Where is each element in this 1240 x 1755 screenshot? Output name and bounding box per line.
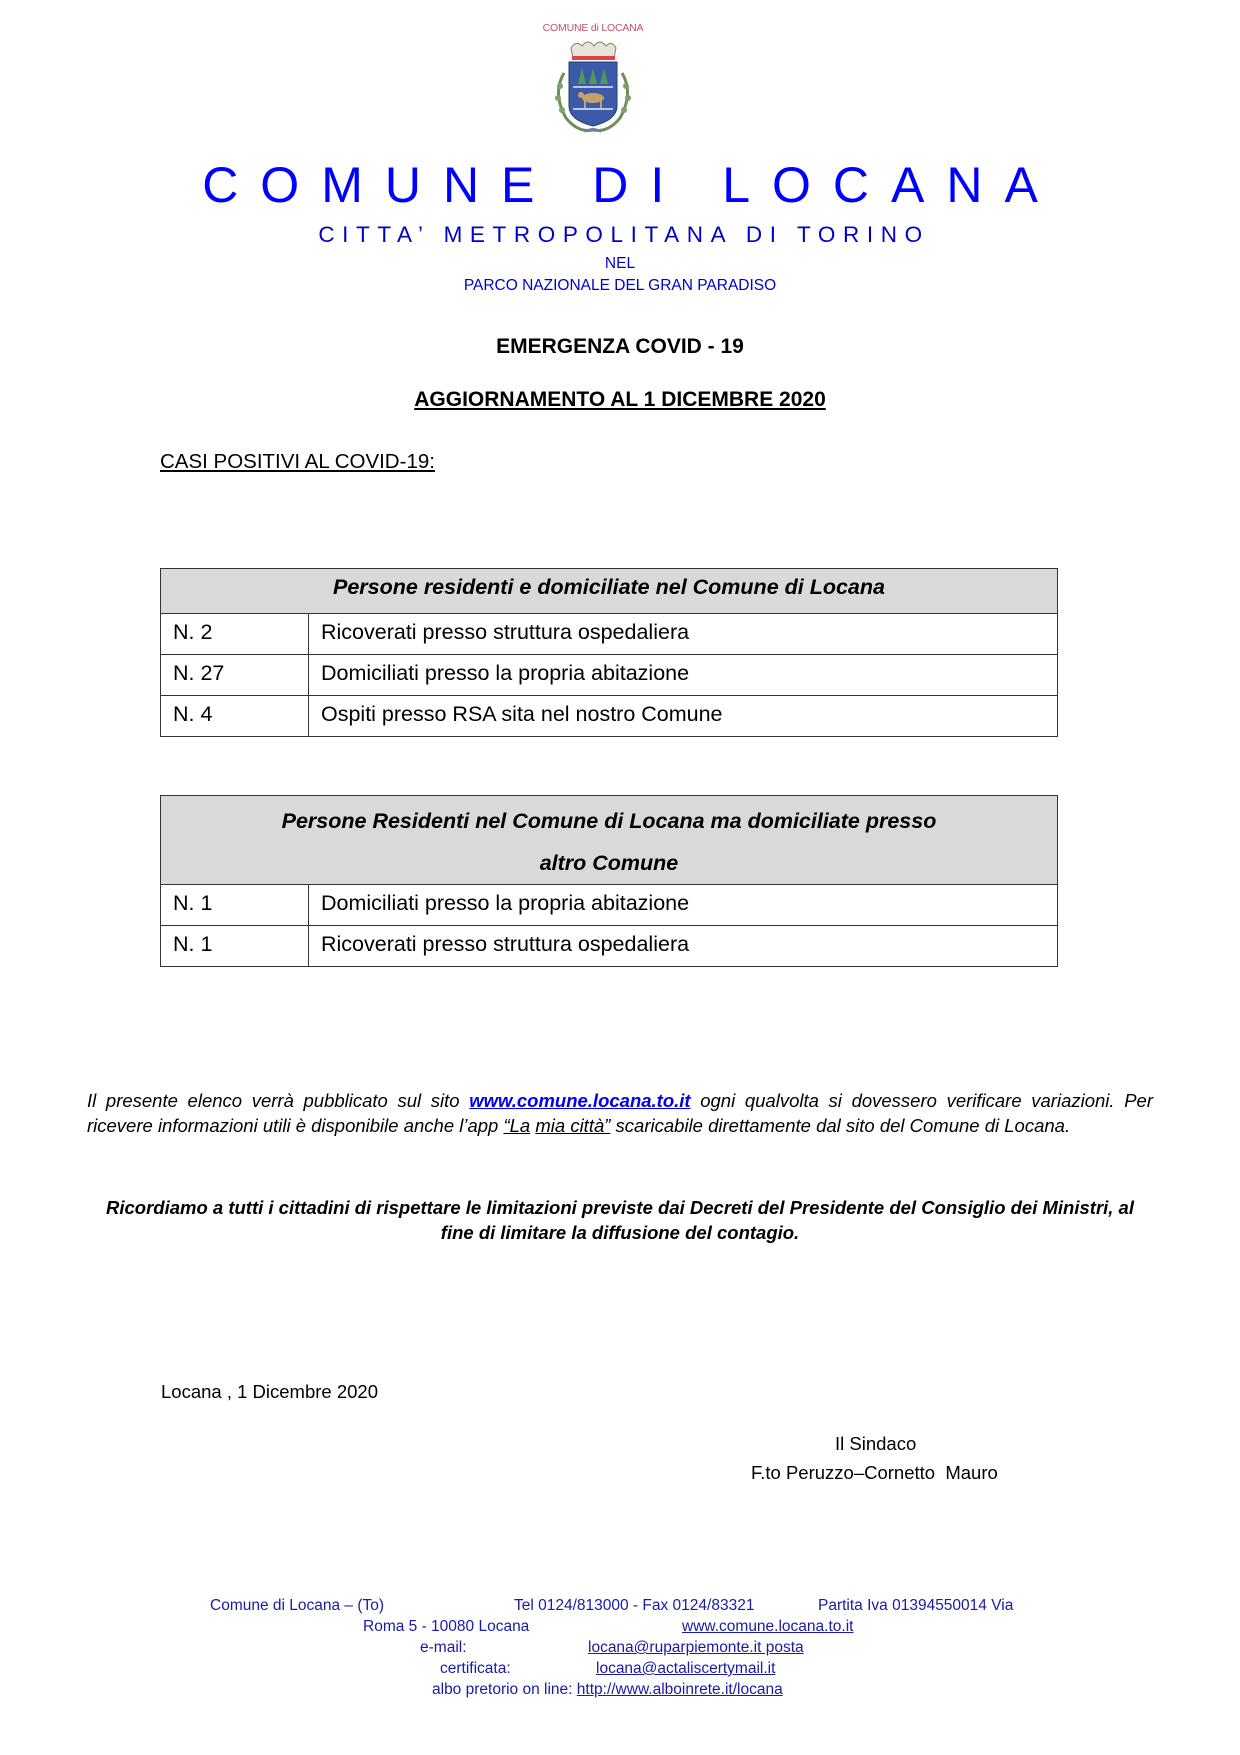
case-count: N. 27: [161, 655, 309, 696]
pec-email-link[interactable]: locana@actaliscertymail.it: [596, 1660, 776, 1677]
case-count: N. 2: [161, 614, 309, 655]
nel-label: NEL: [604, 255, 636, 272]
table-row: [161, 885, 1058, 926]
table-header-row: [161, 796, 1058, 885]
table-row: [161, 655, 1058, 696]
footer-pec[interactable]: [596, 1658, 775, 1679]
case-description: Ospiti presso RSA sita nel nostro Comune: [309, 696, 1058, 737]
table-header-line-1: Persone Residenti nel Comune di Locana ma domiciliate presso: [281, 809, 937, 833]
footer-albo: [432, 1679, 783, 1700]
table-header: Persone residenti e domiciliate nel Comune di Locana: [161, 569, 1058, 614]
case-count: N. 1: [161, 926, 309, 967]
case-description: Domiciliati presso la propria abitazione: [309, 885, 1058, 926]
coat-of-arms-icon: [538, 38, 648, 143]
footer-vat: Partita Iva 01394550014 Via: [818, 1597, 1014, 1614]
website-link[interactable]: www.comune.locana.to.it: [682, 1618, 854, 1635]
footer-email-label: e-mail:: [420, 1639, 467, 1656]
notice-text-3: scaricabile direttamente dal sito del Comune di Locana.: [610, 1115, 1071, 1136]
non-resident-domicile-cases-table: [160, 795, 1058, 967]
app-name-part-2: mia città”: [535, 1115, 611, 1136]
footer-entity: Comune di Locana – (To): [210, 1597, 385, 1614]
app-name-part-1: “La: [503, 1115, 531, 1136]
footer-email[interactable]: [588, 1637, 804, 1658]
reminder-notice: Ricordiamo a tutti i cittadini di rispettare le limitazioni previste dai Decreti del Presidente del Consiglio dei Ministri, al fine di limitare la diffusione del contagio.: [105, 1197, 1134, 1243]
case-description: Ricoverati presso struttura ospedaliera: [309, 926, 1058, 967]
table-row: [161, 696, 1058, 737]
albo-label: albo pretorio on line:: [432, 1681, 573, 1698]
case-description: Ricoverati presso struttura ospedaliera: [309, 614, 1058, 655]
website-link[interactable]: www.comune.locana.to.it: [469, 1090, 691, 1111]
albo-link[interactable]: http://www.alboinrete.it/locana: [576, 1681, 783, 1698]
footer-pec-label: certificata:: [440, 1660, 511, 1677]
footer-address: Roma 5 - 10080 Locana: [363, 1618, 530, 1635]
table-header: [161, 796, 1058, 885]
footer-phone-fax: Tel 0124/813000 - Fax 0124/83321: [514, 1597, 755, 1614]
table-header-row: [161, 569, 1058, 614]
signatory-role: Il Sindaco: [835, 1433, 917, 1454]
notice-text-2: ogni qualvolta si dovessero verificare variazioni. Per ricevere informazioni utili è disponibile anche l’app: [87, 1090, 1153, 1136]
metropolitan-city-subtitle: CITTA’ METROPOLITANA DI TORINO: [318, 222, 930, 247]
national-park-label: PARCO NAZIONALE DEL GRAN PARADISO: [463, 277, 777, 294]
case-description: Domiciliati presso la propria abitazione: [309, 655, 1058, 696]
footer-website-link[interactable]: [682, 1616, 853, 1637]
case-count: N. 4: [161, 696, 309, 737]
place-date: Locana , 1 Dicembre 2020: [161, 1381, 378, 1402]
email-link[interactable]: locana@ruparpiemonte.it posta: [588, 1639, 804, 1656]
signatory-name: F.to Peruzzo–Cornetto Mauro: [751, 1462, 998, 1483]
document-heading: EMERGENZA COVID - 19: [496, 335, 744, 358]
table-row: [161, 614, 1058, 655]
municipality-title: COMUNE DI LOCANA: [202, 157, 1060, 213]
notice-text-1: Il presente elenco verrà pubblicato sul sito: [87, 1090, 470, 1111]
publication-notice: [87, 1088, 1153, 1138]
logo-caption: COMUNE di LOCANA: [542, 22, 644, 34]
municipal-logo: [538, 18, 648, 143]
update-date-heading: AGGIORNAMENTO AL 1 DICEMBRE 2020: [414, 388, 826, 411]
residents-cases-table: [160, 568, 1058, 737]
section-label: CASI POSITIVI AL COVID-19:: [160, 450, 435, 473]
table-header-line-2: altro Comune: [539, 851, 679, 875]
case-count: N. 1: [161, 885, 309, 926]
table-row: [161, 926, 1058, 967]
